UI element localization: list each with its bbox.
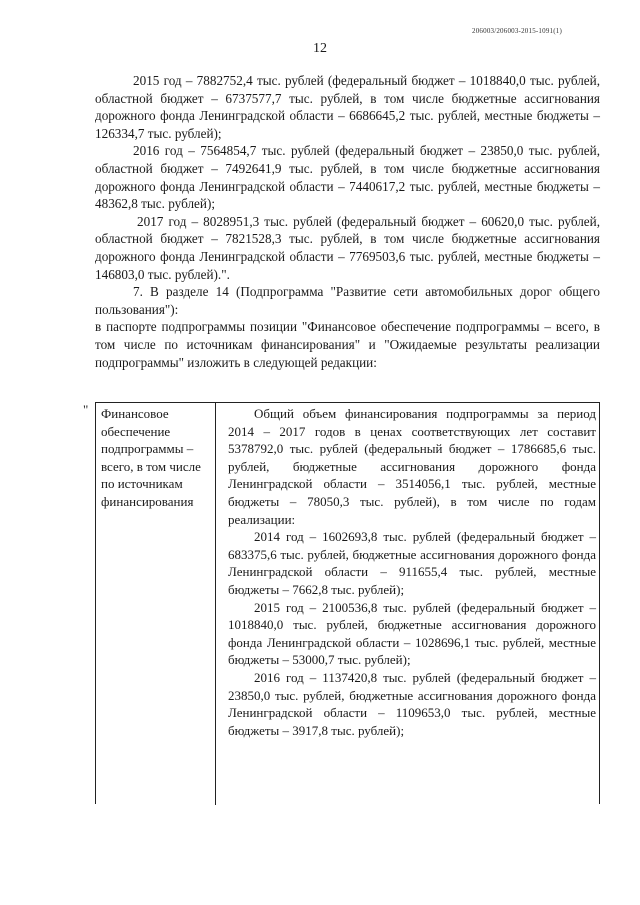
- paragraph-section-7: 7. В разделе 14 (Подпрограмма "Развитие сети автомобильных дорог общего пользования"):: [95, 284, 600, 317]
- page-number: 12: [313, 41, 327, 56]
- paragraph-2017: 2017 год – 8028951,3 тыс. рублей (федеральный бюджет – 60620,0 тыс. рублей, областной бюджет – 7821528,3 тыс. рублей, в том числе бюджетные ассигнования дорожного фонда Ленинградской области – 7769503,6 тыс. рублей, местные бюджеты – 146803,0 тыс. рублей).".: [95, 213, 600, 282]
- table-left-cell: Финансовое обеспечение подпрограммы – всего, в том числе по источникам финансирования: [101, 406, 201, 509]
- financing-2015: 2015 год – 2100536,8 тыс. рублей (федеральный бюджет – 1018840,0 тыс. рублей, бюджетные ассигнования дорожного фонда Ленинградской области – 1028696,1 тыс. рублей, местные бюджеты – 53000,7 тыс. рублей);: [228, 599, 596, 668]
- paragraph-passport: в паспорте подпрограммы позиции "Финансовое обеспечение подпрограммы – всего, в том числе по источникам финансирования" и "Ожидаемые результаты реализации подпрограммы" изложить в следующей редакции:: [95, 319, 600, 370]
- passport-table: [95, 402, 600, 804]
- open-quote-mark: ": [83, 402, 89, 417]
- financing-2016: 2016 год – 1137420,8 тыс. рублей (федеральный бюджет – 23850,0 тыс. рублей, бюджетные ассигнования дорожного фонда Ленинградской области – 1109653,0 тыс. рублей, местные бюджеты – 3917,8 тыс. рублей);: [228, 669, 596, 738]
- paragraph-2015: 2015 год – 7882752,4 тыс. рублей (федеральный бюджет – 1018840,0 тыс. рублей, областной бюджет – 6737577,7 тыс. рублей, в том числе бюджетные ассигнования дорожного фонда Ленинградской области – 6686645,2 тыс. рублей, местные бюджеты – 126334,7 тыс. рублей);: [95, 73, 600, 141]
- paragraph-2016: 2016 год – 7564854,7 тыс. рублей (федеральный бюджет – 23850,0 тыс. рублей, областной бюджет – 7492641,9 тыс. рублей, в том числе бюджетные ассигнования дорожного фонда Ленинградской области – 7440617,2 тыс. рублей, местные бюджеты – 48362,8 тыс. рублей);: [95, 143, 600, 212]
- financing-total: Общий объем финансирования подпрограммы за период 2014 – 2017 годов в ценах соответствующих лет составит 5378792,0 тыс. рублей (федеральный бюджет – 1786685,6 тыс. рублей, бюджетные ассигнования дорожного фонда Ленинградской области – 3514056,1 тыс. рублей, местные бюджеты – 78050,3 тыс. рублей), в том числе по годам реализации:: [228, 406, 596, 527]
- table-right-cell: [228, 405, 596, 739]
- financing-2014: 2014 год – 1602693,8 тыс. рублей (федеральный бюджет – 683375,6 тыс. рублей, бюджетные ассигнования дорожного фонда Ленинградской области – 911655,4 тыс. рублей, местные бюджеты – 7662,8 тыс. рублей);: [228, 529, 596, 597]
- column-divider: [215, 403, 216, 805]
- document-body: [95, 72, 600, 371]
- document-id: 206003/206003-2015-1091(1): [472, 27, 562, 35]
- passport-table-block: [83, 402, 601, 804]
